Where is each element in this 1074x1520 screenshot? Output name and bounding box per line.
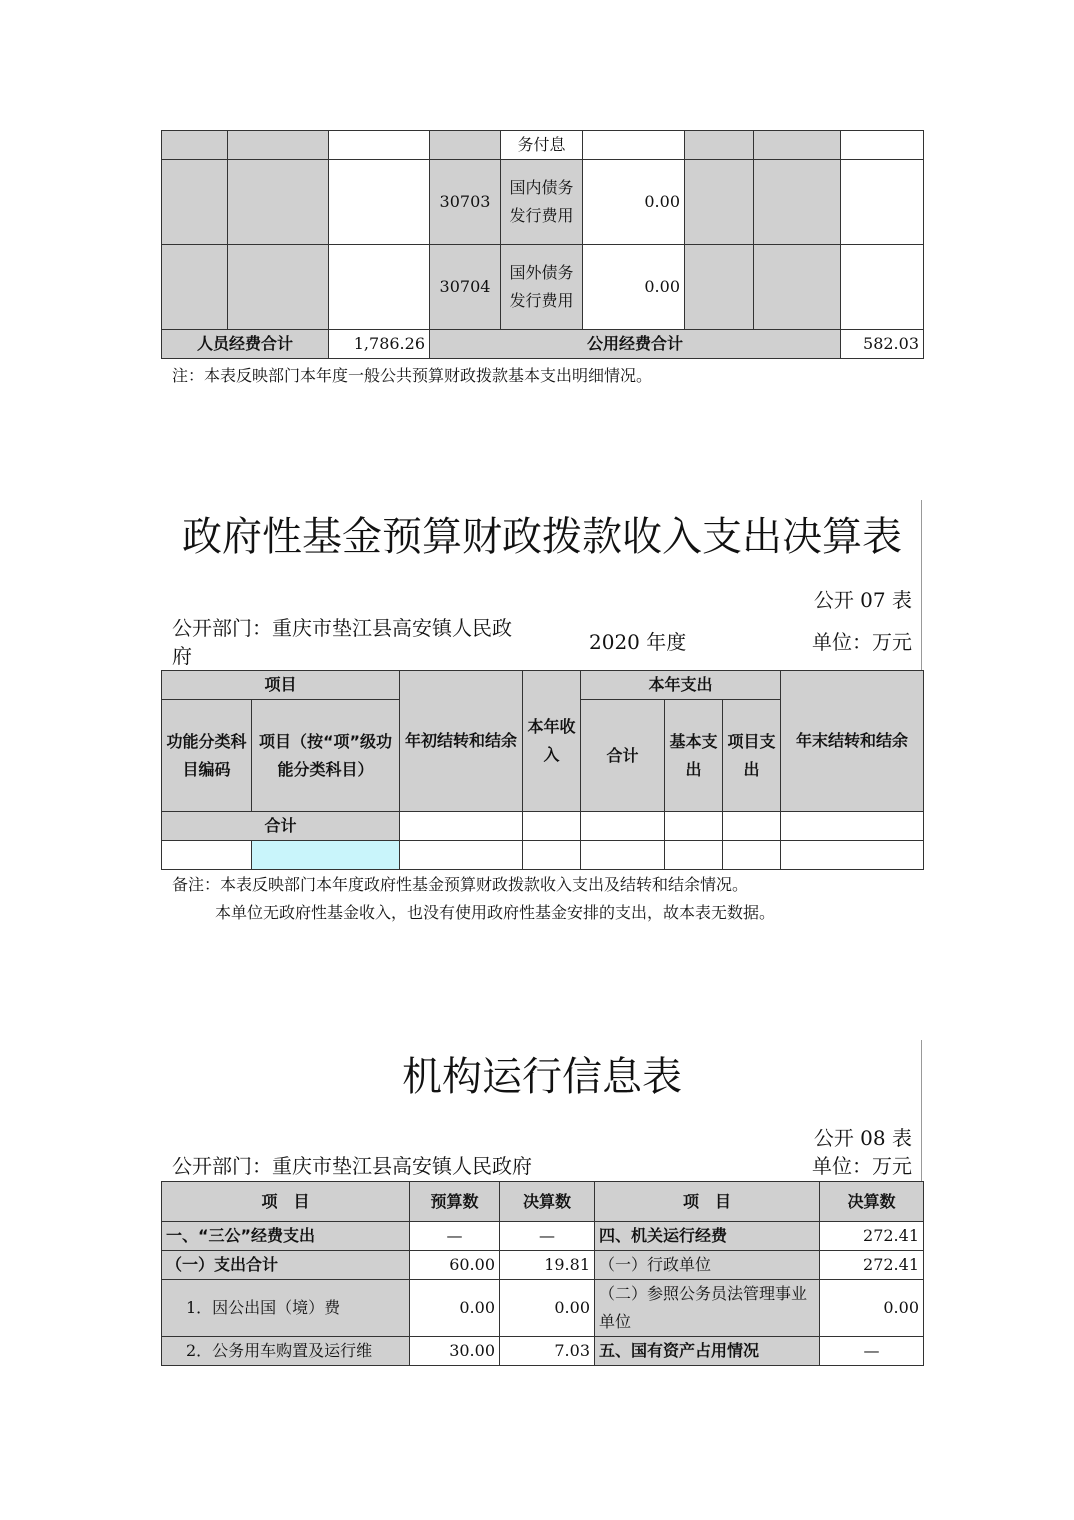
table06-note: 注：本表反映部门本年度一般公共预算财政拨款基本支出明细情况。 [172, 366, 653, 385]
total-row-label: 合计 [162, 812, 400, 841]
row-item: 一、“三公”经费支出 [162, 1222, 410, 1251]
row-name: 国内债务发行费用 [501, 160, 583, 245]
row-final-2: — [820, 1337, 924, 1366]
header-final: 决算数 [500, 1182, 595, 1222]
header-final-2: 决算数 [820, 1182, 924, 1222]
header-expense: 本年支出 [581, 671, 781, 700]
table07-title: 政府性基金预算财政拨款收入支出决算表 [182, 514, 902, 560]
row-item: 1．因公出国（境）费 [162, 1280, 410, 1337]
row-name: 国外债务发行费用 [501, 245, 583, 330]
selected-cell[interactable] [252, 841, 400, 870]
empty-cell [162, 841, 252, 870]
header-end-balance: 年末结转和结余 [781, 671, 924, 812]
total-personnel-label: 人员经费合计 [162, 330, 329, 359]
row-budget: 30.00 [410, 1337, 500, 1366]
row-final-2: 0.00 [820, 1280, 924, 1337]
header-item: 项 目 [162, 1182, 410, 1222]
header-item: 项目（按“项”级功能分类科目） [252, 700, 400, 812]
header-begin-balance: 年初结转和结余 [400, 671, 523, 812]
header-basic: 基本支出 [665, 700, 723, 812]
row-final: 19.81 [500, 1251, 595, 1280]
table08-department: 公开部门：重庆市垫江县高安镇人民政府 [172, 1154, 532, 1178]
row-item: （一）支出合计 [162, 1251, 410, 1280]
row-code: 30703 [430, 160, 501, 245]
table08-title: 机构运行信息表 [402, 1054, 682, 1100]
total-personnel-value: 1,786.26 [329, 330, 430, 359]
table07-number: 公开 07 表 [813, 588, 912, 612]
row-final-2: 272.41 [820, 1251, 924, 1280]
row-budget: 60.00 [410, 1251, 500, 1280]
total-public-label: 公用经费合计 [430, 330, 841, 359]
table07 [161, 670, 924, 870]
row-name: 务付息 [501, 131, 583, 160]
table07-year: 2020 年度 [589, 630, 687, 654]
row-item-2: （二）参照公务员法管理事业单位 [595, 1280, 820, 1337]
table07-unit: 单位：万元 [812, 630, 912, 654]
row-final-2: 272.41 [820, 1222, 924, 1251]
table07-note: 备注：本表反映部门本年度政府性基金预算财政拨款收入支出及结转和结余情况。 [172, 875, 749, 894]
header-budget: 预算数 [410, 1182, 500, 1222]
total-public-value: 582.03 [841, 330, 924, 359]
table08 [161, 1181, 924, 1366]
row-final: — [500, 1222, 595, 1251]
row-value: 0.00 [583, 160, 685, 245]
table07-note-2: 本单位无政府性基金收入，也没有使用政府性基金安排的支出，故本表无数据。 [215, 903, 776, 922]
row-final: 0.00 [500, 1280, 595, 1337]
header-project: 项目 [162, 671, 400, 700]
table08-number: 公开 08 表 [813, 1126, 912, 1150]
header-project-expense: 项目支出 [723, 700, 781, 812]
row-item: 2．公务用车购置及运行维 [162, 1337, 410, 1366]
header-code: 功能分类科目编码 [162, 700, 252, 812]
header-income: 本年收入 [523, 671, 581, 812]
table07-department: 公开部门：重庆市垫江县高安镇人民政府 [172, 616, 512, 668]
row-item-2: 五、国有资产占用情况 [595, 1337, 820, 1366]
row-code: 30704 [430, 245, 501, 330]
row-budget: 0.00 [410, 1280, 500, 1337]
header-expense-total: 合计 [581, 700, 665, 812]
table08-unit: 单位：万元 [812, 1154, 912, 1178]
row-item-2: 四、机关运行经费 [595, 1222, 820, 1251]
table06-tail [161, 130, 924, 359]
row-value: 0.00 [583, 245, 685, 330]
header-item-2: 项 目 [595, 1182, 820, 1222]
row-final: 7.03 [500, 1337, 595, 1366]
row-budget: — [410, 1222, 500, 1251]
row-item-2: （一）行政单位 [595, 1251, 820, 1280]
